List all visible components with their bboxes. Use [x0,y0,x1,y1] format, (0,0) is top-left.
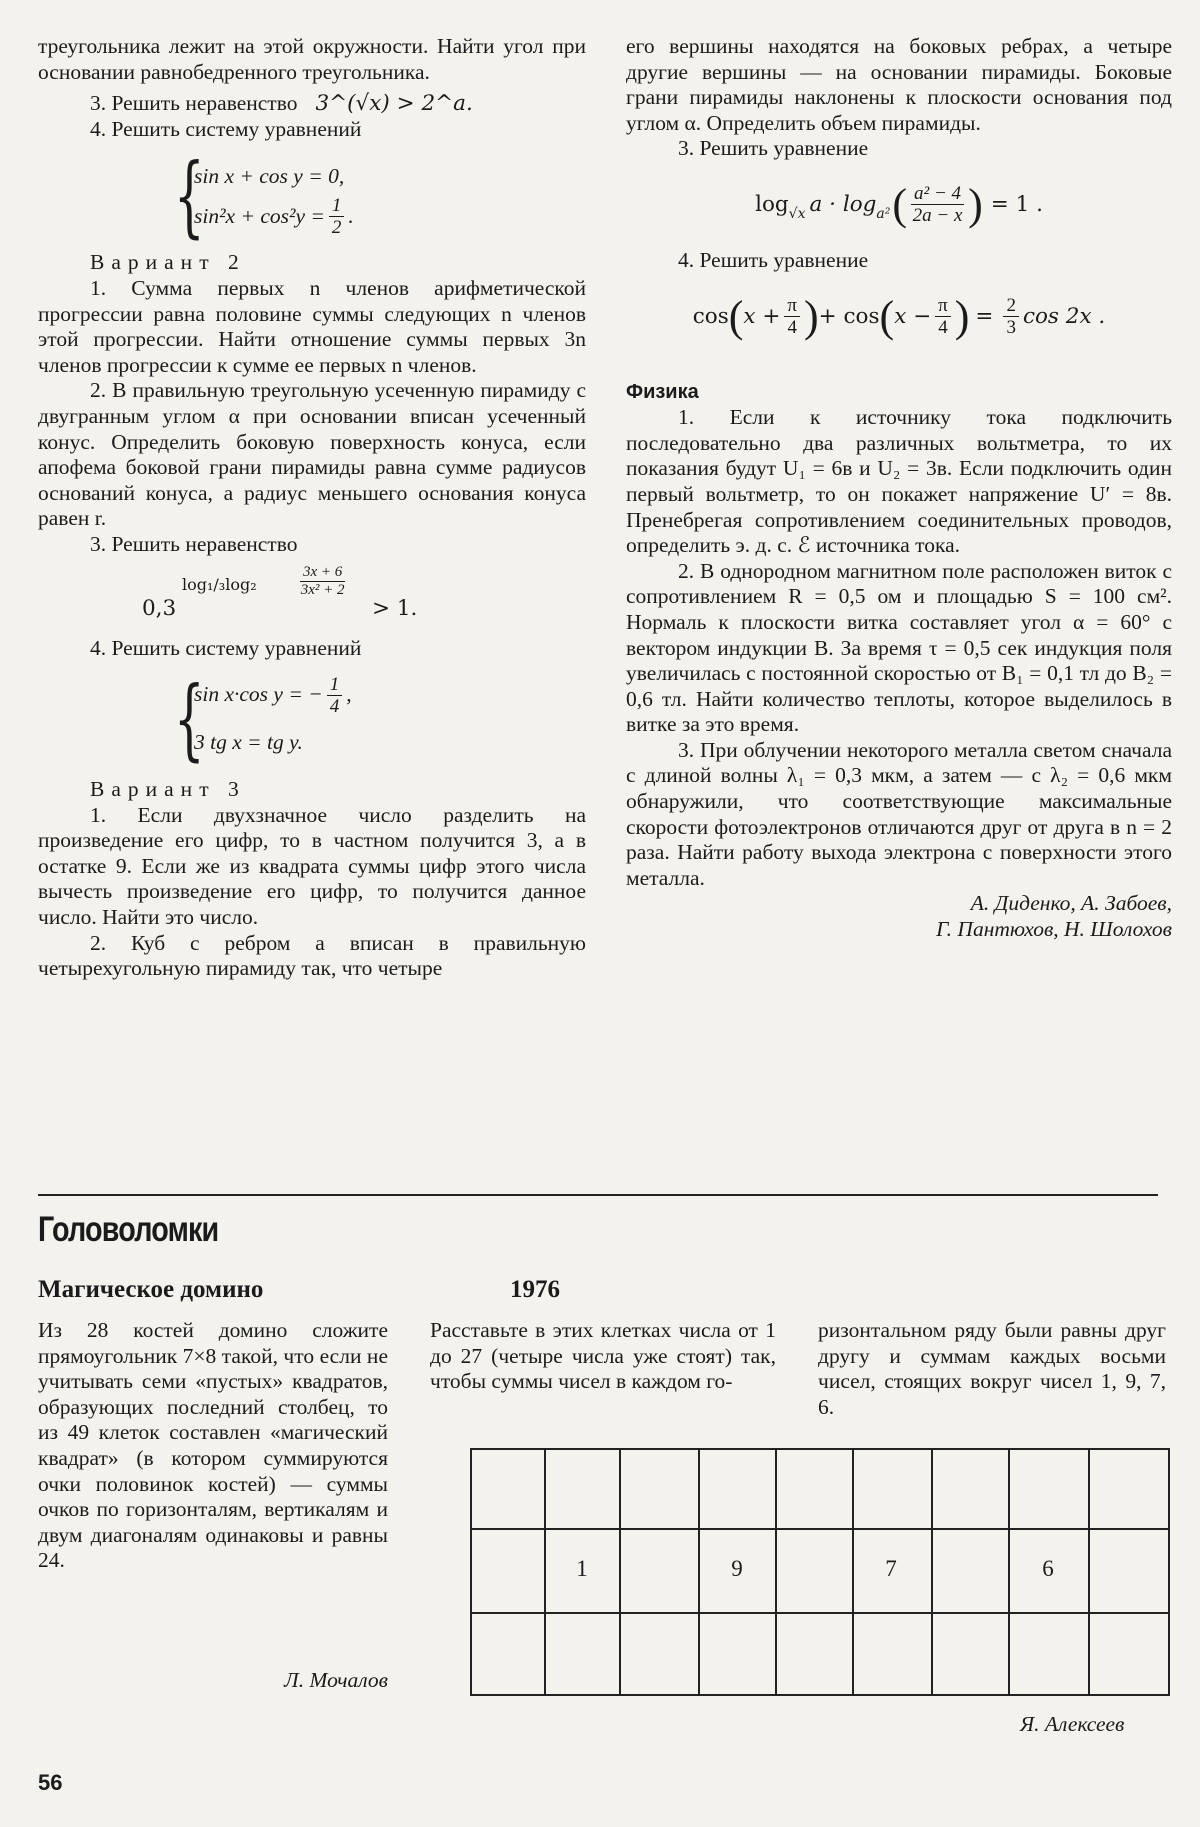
variant-3-task-1: 1. Если двухзначное число разделить на произведение его цифр, то в частном получится 3, а в остатке 9. Если же из квадрата суммы цифр этого числа вычесть произведение его цифр, то получится данное число. Найти это число. [38,802,586,930]
year-text-column-2: ризонтальном ряду были равны друг другу и суммам каждых восьми чисел, стоящих вокруг чисел 1, 9, 7, 6. [818,1318,1166,1419]
puzzles-heading: Головоломки [38,1210,219,1249]
puzzle-grid [470,1448,1170,1696]
fraction [935,295,951,338]
fraction [784,295,800,338]
log-symbol: log [755,192,789,218]
brace-icon: { [173,667,205,771]
formula-end: cos 2x . [1022,303,1106,329]
fraction [329,195,345,238]
system-1-row-2 [194,196,354,236]
formula-exponent: log₁/₃log₂ [182,574,257,594]
physics-heading: Физика [626,380,699,403]
log-middle: a · log [809,192,877,218]
numerator: 1 [329,195,345,217]
paren-icon: ) [954,291,970,341]
cos-1: cos [692,303,729,329]
paren-icon: ( [728,291,744,341]
system-1-row-2-end: . [348,203,354,228]
equation-system-1 [168,144,586,248]
denominator: 4 [329,695,340,717]
equals-sign: = [975,303,994,329]
system-2-row-2: 3 tg x = tg y. [194,730,303,755]
variant-2-task-3: 3. Решить неравенство [90,531,298,556]
denominator: 2a − x [912,205,963,227]
variant-2-task-4: 4. Решить систему уравнений [90,635,362,660]
year-text-column-1: Расставьте в этих клетках числа от 1 до 27 (четыре числа уже стоят) так, чтобы суммы чисел в каждом го- [430,1318,776,1394]
grid-col-divider [1088,1450,1090,1694]
paren-icon: ) [804,291,819,341]
physics-task-1: 1. Если к источнику тока подключить последовательно два различных вольтметра, то их показания будут U₁ = 6в и U₂ = 3в. Если подключить один первый вольтметр, то он покажет напряжение U′ = 8в. Пренебрегая сопротивлением соединительных проводов, определить э. д. с. ℰ источника тока. [626,405,1172,558]
formula-end: = 1 . [990,192,1043,218]
equation-task-4: 4. Решить уравнение [678,247,869,272]
grid-col-divider [775,1450,777,1694]
numerator: π [784,295,800,317]
grid-row-divider [472,1612,1168,1614]
system-2-row-1 [194,671,352,719]
numerator: 2 [1003,295,1019,317]
inequality-task-3: 3. Решить неравенство [90,91,298,116]
variant-2-task-2: 2. В правильную треугольную усеченную пирамиду с двугранным углом α при основании вписан усеченный конус. Определить боковую поверхность конуса, если апофема боковой грани пирамиды равна сумме радиусов оснований конуса, а радиус меньшего основания конуса равен r. [38,378,586,531]
fraction [327,674,343,717]
paren-icon: ) [968,180,983,230]
left-column [38,34,586,982]
equation-system-2 [168,667,586,771]
log-base-2: a² [876,206,891,223]
denominator: 3 [1006,317,1016,339]
fraction [911,183,964,226]
section-divider [38,1194,1158,1196]
numerator: 1 [327,674,343,696]
grid-row-divider [472,1528,1168,1530]
physics-authors-line-1: А. Диденко, А. Забоев, [970,891,1172,916]
system-task-4: 4. Решить систему уравнений [90,116,362,141]
equation-task-3: 3. Решить уравнение [678,136,869,161]
grid-col-divider [544,1450,546,1694]
physics-task-2: 2. В однородном магнитном поле расположен виток с сопротивлением R = 0,5 ом и площадью S = 100 см². Нормаль к плоскости витка составляет угол α = 60° с вектором индукции B. За время τ = 0,5 сек индукция поля увеличилась с постоянной скоростью от B₁ = 0,1 тл до B₂ = 0,6 тл. Найти количество теплоты, которое выделилось в витке за это время. [626,558,1172,737]
system-2-row-1-end: , [346,682,352,707]
domino-author: Л. Мочалов [284,1668,388,1692]
variant-2-task-1: 1. Сумма первых n членов арифметической прогрессии равна половине суммы следующих n членов этой прогрессии. Найти отношение суммы первых 3n членов прогрессии к сумме ее первых n членов. [38,275,586,377]
formula-end: > 1. [372,595,418,621]
denominator: 2 [331,216,342,238]
paren-icon: ( [892,180,908,230]
year-puzzle-author: Я. Алексеев [1020,1712,1125,1736]
system-1-row-1: sin x + cos y = 0, [194,163,345,188]
log-inequality-formula [142,563,586,626]
brace-icon: { [173,144,205,248]
cos-arg-1: x + [743,303,781,329]
system-1-row-2-lhs: sin²x + cos²y = [194,203,325,228]
left-paragraph-1: треугольника лежит на этой окружности. Найти угол при основании равнобедренного треугольника. [38,34,586,84]
cos-equation-formula [626,284,1172,350]
numerator: 3x + 6 [300,564,345,582]
domino-text: Из 28 костей домино сложите прямоугольник 7×8 такой, что если не учитывать семи «пустых» квадратов, образующих последний столбец, то из 49 клеток составлен «магический квадрат» (в котором суммируются очки половинок костей) — суммы очков по горизонталям, вертикалям и двум диагоналям одинаковы и равны 24. [38,1318,388,1573]
system-2-row-1-lhs: sin x·cos y = − [194,682,323,707]
fraction [1003,295,1019,338]
formula-base: 0,3 [142,595,177,621]
domino-title: Магическое домино [38,1276,264,1303]
cos-arg-2: x − [894,303,932,329]
right-paragraph-1: его вершины находятся на боковых ребрах, а четыре другие вершины — на основании пирамиды. Боковые грани пирамиды наклонены к плоскости основания под углом α. Определить объем пирамиды. [626,34,1172,135]
grid-cell-number: 1 [576,1556,588,1581]
log-base: √x [788,206,806,223]
variant-3-heading: Вариант 3 [90,777,246,802]
grid-col-divider [619,1450,621,1694]
grid-col-divider [698,1450,700,1694]
grid-col-divider [1008,1450,1010,1694]
variant-3-task-2: 2. Куб с ребром a вписан в правильную четырехугольную пирамиду так, что четыре [38,930,586,981]
year-puzzle-title: 1976 [510,1276,560,1303]
physics-task-3: 3. При облучении некоторого металла светом сначала с длиной волны λ₁ = 0,3 мкм, а затем — с λ₂ = 0,6 мкм обнаружили, что соответствующие максимальные скорости фотоэлектронов отличаются друг от друга в n = 2 раза. Найти работу выхода электрона с поверхности этого металла. [626,737,1172,890]
denominator: 4 [787,317,797,339]
denominator: 4 [938,317,948,339]
grid-cell-number: 9 [731,1556,743,1581]
cos-2: + cos [818,303,880,329]
page-number: 56 [38,1770,63,1795]
physics-authors-line-2: Г. Пантюхов, Н. Шолохов [936,917,1172,942]
grid-cell-number: 7 [885,1556,897,1581]
grid-col-divider [852,1450,854,1694]
log-equation-formula [626,172,1172,238]
numerator: π [935,295,951,317]
right-column [626,34,1172,943]
exponent-fraction [300,564,345,599]
denominator: 3x² + 2 [300,581,345,598]
numerator: a² − 4 [911,183,964,205]
grid-col-divider [931,1450,933,1694]
grid-cell-number: 6 [1042,1556,1054,1581]
inequality-formula: 3^(√x) > 2^a. [315,91,473,117]
paren-icon: ( [879,291,895,341]
variant-2-heading: Вариант 2 [90,250,246,275]
